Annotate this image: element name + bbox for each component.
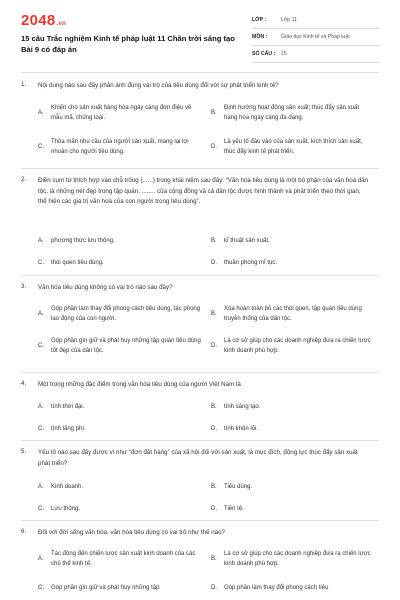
option-text: Góp phần làm thay đổi phong cách tiêu dùng, tác phong lao động của con người.	[51, 306, 201, 322]
option-letter: D.	[211, 426, 217, 432]
meta-row-mon	[252, 29, 380, 46]
option-text: Là cơ sở giúp cho các doanh nghiệp đưa ra chiến lược kinh doanh phù hợp.	[224, 551, 371, 567]
site-logo[interactable]	[21, 12, 66, 29]
option-letter: C.	[38, 506, 44, 512]
option-text: tính lãng phí.	[51, 426, 86, 432]
logo-main: 2048	[21, 12, 56, 29]
option-letter: A.	[38, 238, 44, 244]
meta-value-lop: Lớp 11	[281, 17, 297, 23]
option-letter: A.	[38, 556, 44, 562]
question-number: 4.	[21, 380, 27, 387]
option-letter: B.	[211, 110, 217, 116]
option-letter: B.	[211, 311, 217, 317]
option-letter: B.	[211, 556, 217, 562]
option-text: Kinh doanh.	[51, 484, 84, 490]
meta-value-mon: Giáo dục Kinh tế và Pháp luật	[281, 34, 350, 40]
page-title: 15 câu Trắc nghiệm Kinh tế pháp luật 11 Chân trời sáng tạo Bài 9 có đáp án	[21, 34, 235, 54]
question-text: Điền cụm từ thích hợp vào chỗ trống (......) trong khái niệm sau đây: “Văn hóa tiêu dùng là một bộ phận của văn hoá dân tộc, là những nét đẹp trong tập quán, ........ của cộng đồng và cả dân tộc được hình thành và phát triển theo thời gian, thể hiện các giá trị văn hoá của con người trong tiêu dùng”.	[38, 177, 369, 205]
option-letter: A.	[38, 484, 44, 490]
option-text: phương thức lưu thông.	[51, 238, 115, 244]
option-letter: D.	[211, 506, 217, 512]
option-letter: D.	[211, 260, 217, 266]
option-letter: A.	[38, 404, 44, 410]
question-number: 1.	[21, 81, 27, 88]
option-letter: A.	[38, 311, 44, 317]
option-text: Tác động đến chiến lược sản xuất kinh doanh của các chủ thể kinh tế.	[51, 551, 196, 567]
question-number: 5.	[21, 448, 27, 455]
option-letter: B.	[211, 238, 217, 244]
meta-label-lop: LỚP :	[252, 17, 267, 23]
option-text: tính sáng tạo.	[224, 404, 261, 410]
option-letter: C.	[38, 260, 44, 266]
option-letter: A.	[38, 110, 44, 116]
meta-label-mon: MÔN :	[252, 34, 268, 40]
option-text: Góp phần gìn giữ và phát huy những tập quán tiêu dùng tốt đẹp của dân tộc.	[51, 338, 201, 354]
option-text: Tiêu dùng.	[224, 484, 253, 490]
option-text: Định hướng hoạt động sản xuất; thúc đẩy sản xuất hàng hóa ngày càng đa dạng.	[224, 105, 360, 121]
option-text: Khiến cho sản xuất hàng hóa ngày càng đơn điệu về mẫu mã, chủng loại.	[51, 105, 192, 121]
divider	[21, 72, 379, 73]
divider	[21, 372, 379, 373]
option-text: Thỏa mãn nhu cầu của người sản xuất, mang lại lợi nhuận cho người tiêu dùng.	[51, 139, 189, 155]
option-text: tính khôn lỏi.	[224, 426, 259, 432]
divider	[21, 520, 379, 521]
option-text: Tiền tệ.	[224, 506, 244, 512]
option-text: Xóa hoàn toàn bỏ các thói quen, tập quán tiêu dùng truyền thống của dân tộc.	[224, 306, 362, 322]
question-text: Nội dung nào sau đây phản ánh đúng vai trò của tiêu dùng đối với sự phát triển kinh tế?	[38, 82, 279, 89]
option-letter: D.	[211, 585, 217, 591]
question-text: Văn hóa tiêu dùng không có vai trò nào sau đây?	[38, 284, 173, 291]
meta-value-socau: 15	[281, 51, 287, 57]
option-letter: D.	[211, 144, 217, 150]
meta-row-socau	[252, 46, 380, 63]
option-text: Góp phần gìn giữ và phát huy những tập	[51, 585, 160, 591]
option-text: tính thời đại.	[51, 404, 85, 410]
option-text: thuần phong mĩ tục.	[224, 260, 278, 266]
option-letter: B.	[211, 484, 217, 490]
question-text: Yếu tố nào sau đây được ví như “đơn đặt hàng” của xã hội đối với sản xuất, là mục đích, động lực thúc đẩy sản xuất phát triển?	[38, 449, 358, 467]
option-text: Góp phần làm thay đổi phong cách tiêu	[224, 585, 329, 591]
meta-label-socau: SỐ CÂU :	[252, 51, 276, 57]
option-text: thói quen tiêu dùng.	[51, 260, 104, 266]
option-letter: C.	[38, 585, 44, 591]
option-letter: D.	[211, 343, 217, 349]
option-text: Là yếu tố đầu vào của sản xuất, kích thích sản xuất, thúc đẩy kinh tế phát triển.	[224, 139, 363, 155]
divider	[21, 275, 379, 276]
logo-sub: .vn	[56, 21, 67, 27]
question-number: 3.	[21, 283, 27, 290]
option-letter: C.	[38, 343, 44, 349]
question-number: 6.	[21, 528, 27, 535]
meta-panel	[252, 12, 380, 63]
option-letter: C.	[38, 426, 44, 432]
option-letter: B.	[211, 404, 217, 410]
option-text: Là cơ sở giúp cho các doanh nghiệp đưa ra chiến lược kinh doanh phù hợp.	[224, 338, 371, 354]
option-letter: C.	[38, 144, 44, 150]
question-text: Đối với đời sống văn hóa, văn hóa tiêu dùng có vai trò như thế nào?	[38, 529, 226, 536]
option-text: Lưu thông.	[51, 506, 81, 512]
question-text: Một trong những đặc điểm trong văn hóa tiêu dùng của người Việt Nam là	[38, 381, 241, 388]
divider	[21, 440, 379, 441]
option-text: kĩ thuật sản xuất.	[224, 238, 270, 244]
divider	[21, 168, 379, 169]
meta-row-lop	[252, 12, 380, 29]
question-number: 2.	[21, 176, 27, 183]
header	[0, 0, 400, 64]
